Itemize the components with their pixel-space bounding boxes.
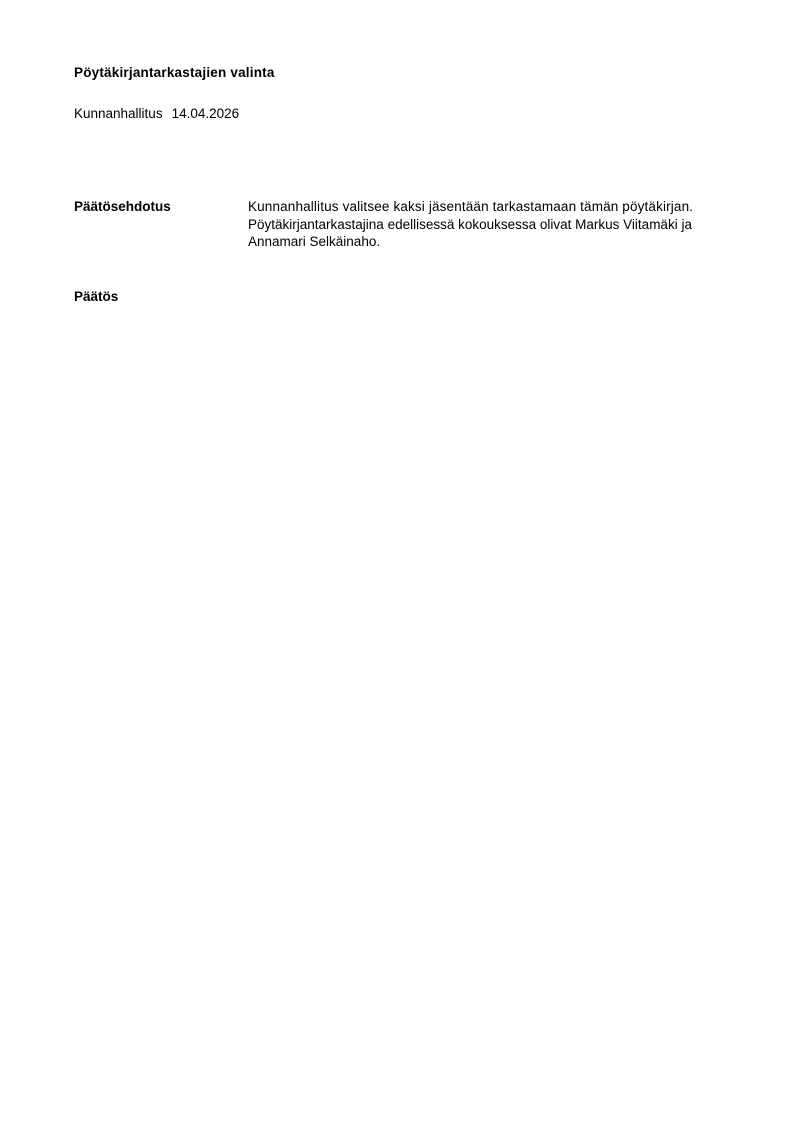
document-meta bbox=[74, 106, 239, 121]
section-label-paatosehdotus: Päätösehdotus bbox=[74, 199, 171, 214]
paragraph: Pöytäkirjantarkastajina edellisessä kokouksessa olivat Markus Viitamäki ja Annamari Selkäinaho. bbox=[248, 216, 692, 249]
section-paatosehdotus bbox=[74, 198, 724, 251]
page-title: Pöytäkirjantarkastajien valinta bbox=[74, 65, 275, 80]
section-label-paatos: Päätös bbox=[74, 289, 119, 304]
paragraph: Kunnanhallitus valitsee kaksi jäsentään tarkastamaan tämän pöytäkirjan. bbox=[248, 199, 694, 214]
section-body-paatosehdotus bbox=[248, 198, 724, 251]
meta-organ: Kunnanhallitus bbox=[74, 106, 163, 121]
meta-date: 14.04.2026 bbox=[171, 106, 240, 121]
